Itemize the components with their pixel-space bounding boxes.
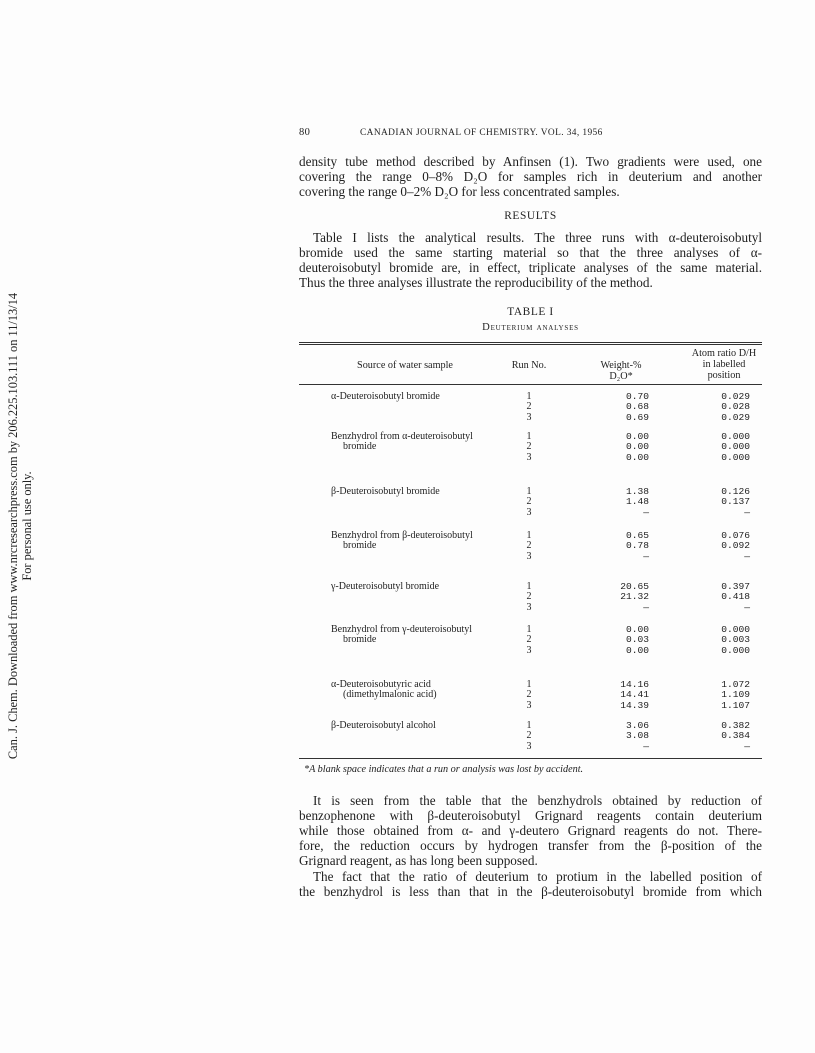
- row-runs: [519, 582, 539, 613]
- results-line: Table I lists the analytical results. The three runs with α-deuteroisobutyl: [313, 230, 762, 245]
- row-atom-ratio: [700, 680, 750, 711]
- discussion-line: while those obtained from α- and γ-deutero Grignard reagents do not. There-: [299, 823, 762, 839]
- weight-cell: 0.78: [625, 540, 649, 552]
- weight-cell: 1.48: [625, 496, 649, 508]
- run-cell: 2: [526, 634, 532, 646]
- atom-cell: 0.003: [721, 634, 750, 646]
- row-source-line: Benzhydrol from γ-deuteroisobutyl: [331, 624, 473, 635]
- row-source-line: bromide: [343, 540, 377, 552]
- page-number: 80: [299, 127, 311, 138]
- running-header: [299, 127, 762, 141]
- run-cell: 3: [526, 451, 532, 463]
- col-atom-header-line: in labelled: [702, 359, 746, 371]
- atom-cell: 0.384: [721, 730, 750, 742]
- weight-cell: —: [643, 506, 649, 518]
- atom-cell: 1.072: [721, 679, 750, 690]
- atom-cell: 0.000: [721, 441, 750, 453]
- run-cell: 3: [526, 699, 532, 711]
- row-source-line: bromide: [343, 634, 377, 646]
- col-weight-header-line: Weight-%: [600, 360, 642, 371]
- run-cell: 1: [526, 581, 532, 592]
- run-cell: 1: [526, 486, 532, 497]
- row-weight: [599, 531, 649, 562]
- row-atom-ratio: [700, 487, 750, 518]
- results-heading: RESULTS: [504, 210, 557, 222]
- table-footnote: *A blank space indicates that a run or analysis was lost by accident.: [304, 764, 584, 775]
- results-line: Thus the three analyses illustrate the reproducibility of the method.: [299, 275, 653, 291]
- discussion-line: benzophenone with β-deuteroisobutyl Grignard reagents contain deuterium: [299, 808, 762, 824]
- row-runs: [519, 680, 539, 711]
- col-atom-header-line: position: [707, 370, 741, 382]
- atom-cell: 0.382: [721, 720, 750, 731]
- row-source-line: γ-Deuteroisobutyl bromide: [331, 581, 440, 592]
- row-runs: [519, 625, 539, 656]
- row-source-line: (dimethylmalonic acid): [343, 689, 437, 701]
- col-run-header: Run No.: [511, 360, 547, 371]
- run-cell: 3: [526, 644, 532, 656]
- final-line: The fact that the ratio of deuterium to protium in the labelled position of: [313, 869, 762, 884]
- atom-cell: 1.109: [721, 689, 750, 701]
- row-runs: [519, 721, 539, 752]
- discussion-line: It is seen from the table that the benzhydrols obtained by reduction of: [313, 793, 762, 808]
- results-line: bromide used the same starting material so that the three analyses of α-: [299, 245, 762, 261]
- col-atom-header-line: Atom ratio D/H: [691, 348, 757, 359]
- weight-cell: 20.65: [620, 581, 649, 592]
- atom-cell: 0.092: [721, 540, 750, 552]
- run-cell: 2: [526, 591, 532, 603]
- run-cell: 1: [526, 530, 532, 541]
- run-cell: 1: [526, 391, 532, 402]
- run-cell: 2: [526, 496, 532, 508]
- download-notice-line-2: For personal use only.: [20, 471, 34, 581]
- final-line: the benzhydrol is less than that in the β-deuteroisobutyl bromide from which: [299, 884, 762, 900]
- atom-cell: 0.000: [721, 624, 750, 635]
- table-header-rule: [299, 384, 762, 385]
- run-cell: 1: [526, 431, 532, 442]
- row-atom-ratio: [700, 432, 750, 463]
- weight-cell: 1.38: [625, 486, 649, 497]
- atom-cell: 0.397: [721, 581, 750, 592]
- weight-cell: 0.00: [625, 644, 649, 656]
- row-source: [331, 625, 511, 646]
- col-atom-ratio-header: [682, 348, 766, 382]
- row-weight: [599, 487, 649, 518]
- run-cell: 2: [526, 441, 532, 453]
- table-bottom-rule: [299, 758, 762, 759]
- table-top-rule-2: [299, 344, 762, 345]
- row-weight: [599, 625, 649, 656]
- weight-cell: 0.03: [625, 634, 649, 646]
- weight-cell: —: [643, 601, 649, 613]
- row-source: [331, 531, 511, 552]
- row-source: [331, 432, 511, 453]
- col-source-header: Source of water sample: [357, 360, 453, 371]
- atom-cell: 0.000: [721, 451, 750, 463]
- atom-cell: 1.107: [721, 699, 750, 711]
- row-source-line: Benzhydrol from α-deuteroisobutyl: [331, 431, 473, 442]
- weight-cell: 0.00: [625, 441, 649, 453]
- run-cell: 2: [526, 401, 532, 413]
- weight-cell: 3.08: [625, 730, 649, 742]
- row-atom-ratio: [700, 625, 750, 656]
- row-weight: [599, 582, 649, 613]
- row-atom-ratio: [700, 531, 750, 562]
- download-notice-line-1: Can. J. Chem. Downloaded from www.nrcresearchpress.com by 206.225.103.111 on 11/13/14: [6, 292, 20, 760]
- results-paragraph: [299, 230, 762, 290]
- intro-line: density tube method described by Anfinsen (1). Two gradients were used, one: [299, 154, 762, 169]
- row-atom-ratio: [700, 392, 750, 423]
- row-source-line: Benzhydrol from β-deuteroisobutyl: [331, 530, 473, 541]
- row-source-line: α-Deuteroisobutyl bromide: [331, 391, 440, 402]
- table-label: TABLE I: [507, 306, 554, 318]
- atom-cell: 0.076: [721, 530, 750, 541]
- weight-cell: 0.68: [625, 401, 649, 413]
- final-paragraph: [299, 869, 762, 899]
- run-cell: 1: [526, 679, 532, 690]
- atom-cell: 0.029: [721, 411, 750, 423]
- intro-paragraph: [299, 154, 762, 199]
- row-weight: [599, 680, 649, 711]
- row-source-line: bromide: [343, 441, 377, 453]
- results-line: deuteroisobutyl bromide are, in effect, triplicate analyses of the same material.: [299, 260, 762, 276]
- row-source-line: α-Deuteroisobutyric acid: [331, 679, 431, 690]
- atom-cell: —: [744, 506, 750, 518]
- run-cell: 2: [526, 540, 532, 552]
- discussion-line: fore, the reduction occurs by hydrogen transfer from the β-position of the: [299, 838, 762, 854]
- row-source-line: β-Deuteroisobutyl bromide: [331, 486, 440, 497]
- weight-cell: 14.39: [620, 699, 649, 711]
- weight-cell: 0.00: [625, 431, 649, 442]
- run-cell: 3: [526, 601, 532, 613]
- row-runs: [519, 531, 539, 562]
- row-weight: [599, 721, 649, 752]
- weight-cell: 0.70: [625, 391, 649, 402]
- atom-cell: 0.418: [721, 591, 750, 603]
- weight-cell: 0.69: [625, 411, 649, 423]
- weight-cell: 0.00: [625, 451, 649, 463]
- weight-cell: 3.06: [625, 720, 649, 731]
- download-notice: [0, 0, 40, 1053]
- atom-cell: —: [744, 601, 750, 613]
- atom-cell: 0.137: [721, 496, 750, 508]
- discussion-paragraph: [299, 793, 762, 868]
- weight-cell: —: [643, 740, 649, 752]
- discussion-line: Grignard reagent, as has long been supposed.: [299, 853, 538, 869]
- run-cell: 1: [526, 624, 532, 635]
- table-caption: Deuterium analyses: [482, 322, 579, 333]
- weight-cell: 0.00: [625, 624, 649, 635]
- run-cell: 2: [526, 730, 532, 742]
- run-cell: 3: [526, 506, 532, 518]
- row-source-line: β-Deuteroisobutyl alcohol: [331, 720, 436, 731]
- table-top-rule: [299, 342, 762, 343]
- atom-cell: —: [744, 550, 750, 562]
- run-cell: 3: [526, 550, 532, 562]
- intro-line: covering the range 0–2% D₂O for less concentrated samples.: [299, 184, 620, 200]
- atom-cell: 0.029: [721, 391, 750, 402]
- row-runs: [519, 392, 539, 423]
- row-source: [331, 680, 511, 701]
- run-cell: 3: [526, 740, 532, 752]
- row-weight: [599, 392, 649, 423]
- col-weight-header: [586, 360, 656, 382]
- running-title: CANADIAN JOURNAL OF CHEMISTRY. VOL. 34, 1956: [360, 128, 603, 138]
- atom-cell: 0.000: [721, 644, 750, 656]
- weight-cell: —: [643, 550, 649, 562]
- row-source: [331, 487, 511, 497]
- weight-cell: 21.32: [620, 591, 649, 603]
- run-cell: 1: [526, 720, 532, 731]
- atom-cell: 0.000: [721, 431, 750, 442]
- intro-line: covering the range 0–8% D₂O for samples rich in deuterium and another: [299, 169, 762, 185]
- run-cell: 2: [526, 689, 532, 701]
- row-atom-ratio: [700, 582, 750, 613]
- row-source: [331, 582, 511, 592]
- weight-cell: 14.41: [620, 689, 649, 701]
- row-weight: [599, 432, 649, 463]
- row-source: [331, 721, 511, 731]
- weight-cell: 14.16: [620, 679, 649, 690]
- weight-cell: 0.65: [625, 530, 649, 541]
- row-source: [331, 392, 511, 402]
- download-notice-text: [6, 293, 34, 759]
- col-weight-header-line: D₂O*: [609, 371, 633, 383]
- atom-cell: 0.126: [721, 486, 750, 497]
- atom-cell: 0.028: [721, 401, 750, 413]
- run-cell: 3: [526, 411, 532, 423]
- row-runs: [519, 432, 539, 463]
- row-runs: [519, 487, 539, 518]
- row-atom-ratio: [700, 721, 750, 752]
- atom-cell: —: [744, 740, 750, 752]
